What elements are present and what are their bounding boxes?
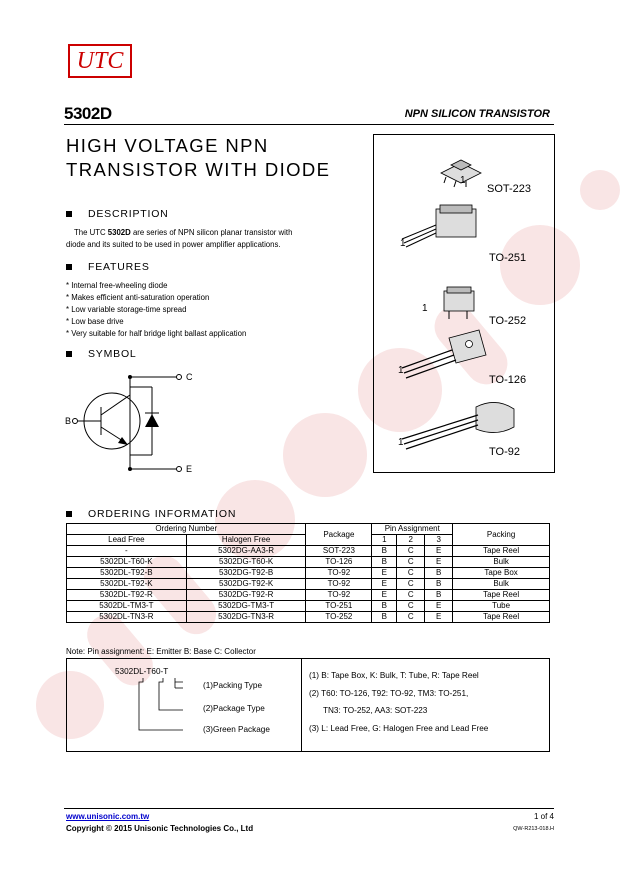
label-package-type: (2)Package Type [203,704,265,713]
list-item: * Very suitable for half bridge light ballast application [66,329,247,338]
part-code-lines [127,678,207,738]
package-label-to126: TO-126 [489,374,527,386]
package-label-sot223: SOT-223 [487,183,532,195]
header-packing: Packing [453,524,550,546]
bullet-square-icon [66,211,72,217]
code-note-2: (2) T60: TO-126, T92: TO-92, TM3: TO-251, [309,689,469,698]
header-pin1: 1 [372,535,397,546]
header-pin2: 2 [397,535,425,546]
table-row: 5302DL-T92-R 5302DG-T92-R TO-92 E C B Tape Reel [67,590,550,601]
description-text: The UTC 5302D are series of NPN silicon planar transistor with diode and its suited to be used in power amplifier applications. [66,228,293,249]
list-item: * Internal free-wheeling diode [66,281,168,290]
table-row: 5302DL-T92-K 5302DG-T92-K TO-92 E C B Bulk [67,579,550,590]
table-row: 5302DL-T92-B 5302DG-T92-B TO-92 E C B Tape Box [67,568,550,579]
pin1-label: 1 [422,303,428,314]
website-link[interactable]: www.unisonic.com.tw [66,812,150,821]
features-list [66,280,246,340]
table-row: 5302DL-T60-K 5302DG-T60-K TO-126 B C E Bulk [67,557,550,568]
pin1-label: 1 [400,238,406,249]
symbol-label-c: C [186,372,193,382]
package-label-to252: TO-252 [489,315,527,327]
list-item: * Low base drive [66,317,124,326]
list-item: * Makes efficient anti-saturation operation [66,293,210,302]
header-divider [64,124,554,125]
bullet-square-icon [66,511,72,517]
ordering-table [66,523,550,623]
label-green-package: (3)Green Package [203,725,270,734]
code-note-4: (3) L: Lead Free, G: Halogen Free and Lead Free [309,724,489,733]
pin1-label: 1 [460,175,466,186]
part-number: 5302D [64,104,112,123]
header-halogen-free: Halogen Free [186,535,306,546]
page-number: 1 of 4 [533,812,554,821]
symbol-heading: SYMBOL [66,348,137,360]
package-outline-box [373,134,555,473]
description-heading: DESCRIPTION [66,208,169,220]
list-item: * Low variable storage-time spread [66,305,187,314]
package-label-to251: TO-251 [489,252,527,264]
package-label-to92: TO-92 [489,446,520,458]
to92-package-icon [396,397,526,452]
code-note-1: (1) B: Tape Box, K: Bulk, T: Tube, R: Tape Reel [309,671,479,680]
to126-package-icon [394,330,489,380]
table-row: 5302DL-TN3-R 5302DG-TN3-R TO-252 B C E Tape Reel [67,612,550,623]
bullet-square-icon [66,264,72,270]
bullet-square-icon [66,351,72,357]
footer-divider [64,808,554,809]
symbol-label-b: B [65,416,72,426]
doc-number: QW-R213-018.H [513,826,554,832]
pin1-label: 1 [398,365,404,376]
header-package: Package [306,524,372,546]
header-lead-free: Lead Free [67,535,187,546]
title-line-2: TRANSISTOR WITH DIODE [66,159,331,180]
symbol-label-e: E [186,464,193,474]
header-pin-assignment: Pin Assignment [372,524,453,535]
ordering-heading: ORDERING INFORMATION [66,508,236,520]
header-ordering-number: Ordering Number [67,524,306,535]
pin1-label: 1 [398,437,404,448]
page-title [66,134,330,182]
part-code-example: 5302DL-T60-T [115,667,169,676]
part-code-box [66,658,550,752]
transistor-symbol [66,365,206,480]
code-note-3: TN3: TO-252, AA3: SOT-223 [323,706,428,715]
product-category: NPN SILICON TRANSISTOR [404,108,550,120]
features-heading: FEATURES [66,261,150,273]
table-row: 5302DL-TM3-T 5302DG-TM3-T TO-251 B C E Tube [67,601,550,612]
pin-assignment-note: Note: Pin assignment: E: Emitter B: Base C: Collector [66,647,256,656]
table-row: - 5302DG-AA3-R SOT-223 B C E Tape Reel [67,546,550,557]
copyright: Copyright © 2015 Unisonic Technologies Co., Ltd [66,824,254,833]
label-packing-type: (1)Packing Type [203,681,263,690]
part-code-diagram [67,659,302,751]
header-pin3: 3 [425,535,453,546]
to252-package-icon [429,285,489,325]
to251-package-icon [396,205,486,250]
sot223-package-icon [436,153,486,193]
title-line-1: HIGH VOLTAGE NPN [66,135,269,156]
utc-logo: UTC [68,44,132,78]
